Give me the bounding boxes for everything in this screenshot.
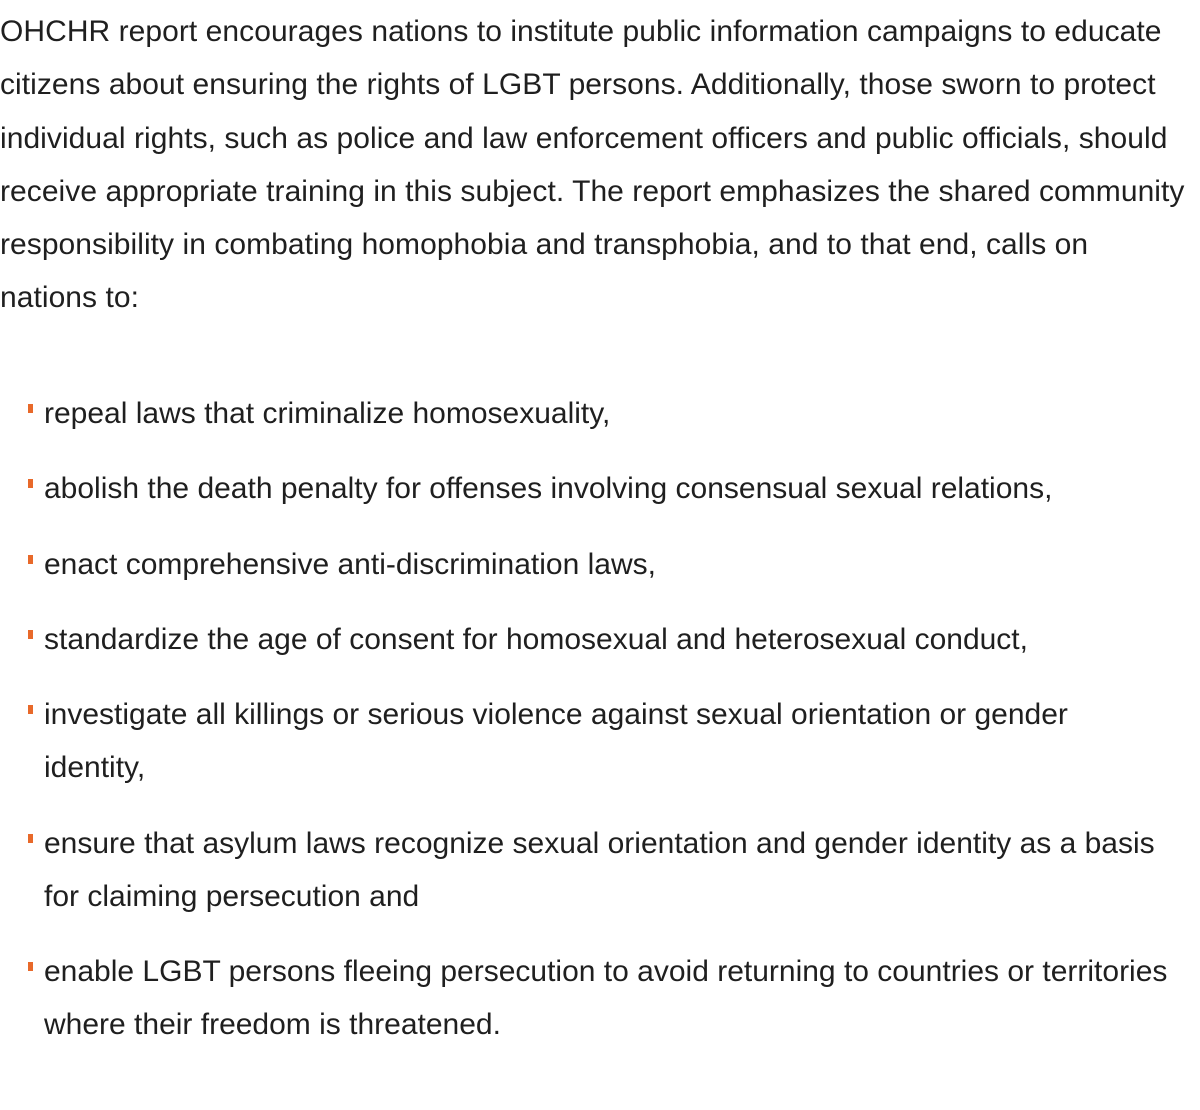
list-item-text: investigate all killings or serious violence against sexual orientation or gender identity, — [44, 698, 1068, 785]
list-item — [0, 613, 1174, 666]
list-item — [0, 387, 1174, 440]
list-item-text: abolish the death penalty for offenses involving consensual sexual relations, — [44, 472, 1053, 505]
list-item-text: ensure that asylum laws recognize sexual orientation and gender identity as a basis for claiming persecution and — [44, 827, 1155, 914]
list-item-text: standardize the age of consent for homosexual and heterosexual conduct, — [44, 623, 1028, 656]
square-bullet-icon — [28, 630, 33, 639]
list-item-text: enable LGBT persons fleeing persecution to avoid returning to countries or territories where their freedom is threatened. — [44, 955, 1168, 1042]
list-item — [0, 688, 1174, 795]
list-item — [0, 538, 1174, 591]
list-item-text: repeal laws that criminalize homosexuality, — [44, 397, 611, 430]
square-bullet-icon — [28, 404, 33, 413]
intro-paragraph: OHCHR report encourages nations to institute public information campaigns to educate citizens about ensuring the rights of LGBT persons. Additionally, those sworn to protect individual rights, such as police and law enforcement officers and public officials, should receive appropriate training in this subject. The report emphasizes the shared community responsibility in combating homophobia and transphobia, and to that end, calls on nations to: — [0, 15, 1185, 315]
square-bullet-icon — [28, 555, 33, 564]
square-bullet-icon — [28, 962, 33, 971]
list-item — [0, 945, 1174, 1052]
list-item — [0, 817, 1174, 924]
square-bullet-icon — [28, 705, 33, 714]
list-item — [0, 462, 1174, 515]
square-bullet-icon — [28, 834, 33, 843]
list-item-text: enact comprehensive anti-discrimination laws, — [44, 548, 656, 581]
square-bullet-icon — [28, 479, 33, 488]
